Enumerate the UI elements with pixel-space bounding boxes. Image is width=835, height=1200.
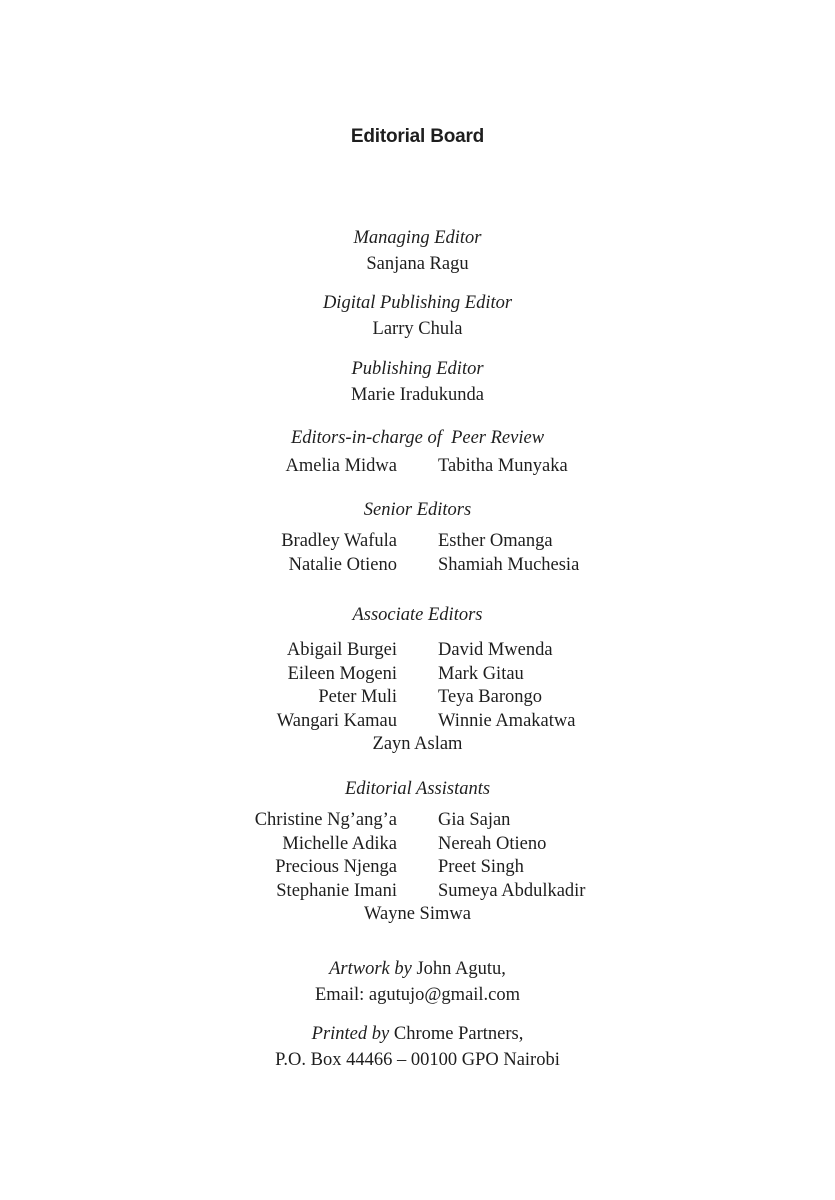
name-row	[0, 639, 835, 663]
digital-editor-block	[0, 290, 835, 342]
artwork-name: John Agutu,	[411, 959, 506, 979]
publishing-editor-block	[0, 356, 835, 408]
associate-editor-name: Abigail Burgei	[286, 640, 397, 660]
editorial-assistant-name: Sumeya Abdulkadir	[438, 880, 586, 901]
name-row	[0, 710, 835, 734]
artwork-label: Artwork by	[329, 959, 412, 979]
publishing-editor-name: Marie Iradukunda	[350, 385, 485, 405]
senior-editors-role-block	[0, 497, 835, 523]
digital-editor-role: Digital Publishing Editor	[322, 293, 513, 313]
printed-label: Printed by	[311, 1024, 390, 1044]
printer-name: Chrome Partners,	[389, 1024, 524, 1044]
name-row	[0, 530, 835, 554]
name-row	[0, 554, 835, 578]
editorial-assistant-name: Gia Sajan	[438, 810, 511, 830]
senior-editor-name: Bradley Wafula	[281, 531, 397, 551]
name-row	[0, 856, 835, 880]
peer-review-name-right: Tabitha Munyaka	[438, 456, 568, 476]
editorial-assistant-name-center: Wayne Simwa	[364, 904, 471, 924]
editorial-assistants-names	[0, 809, 835, 927]
name-row	[0, 733, 835, 757]
name-row	[0, 686, 835, 710]
managing-editor-role: Managing Editor	[353, 228, 482, 248]
associate-editor-name: Teya Barongo	[438, 687, 543, 707]
name-row	[0, 880, 835, 904]
associate-editors-names	[0, 639, 835, 757]
editorial-assistant-name: Michelle Adika	[282, 833, 397, 854]
associate-editor-name: David Mwenda	[438, 640, 553, 660]
peer-review-names	[0, 455, 835, 479]
senior-editor-name: Esther Omanga	[438, 531, 553, 551]
peer-review-role-block	[0, 425, 835, 451]
peer-review-role: Editors-in-charge of Peer Review	[290, 428, 545, 448]
associate-editor-name: Wangari Kamau	[276, 710, 397, 731]
name-row	[0, 663, 835, 687]
artwork-email: Email: agutujo@gmail.com	[314, 985, 521, 1005]
artwork-credit	[0, 956, 835, 1008]
associate-editor-name: Winnie Amakatwa	[438, 710, 576, 731]
editorial-assistants-role-block	[0, 776, 835, 802]
editorial-assistant-name: Christine Ng’ang’a	[254, 810, 397, 830]
senior-editors-role: Senior Editors	[363, 500, 472, 520]
publishing-editor-role: Publishing Editor	[351, 359, 484, 379]
page-title: Editorial Board	[350, 126, 485, 147]
associate-editors-role: Associate Editors	[352, 605, 483, 625]
editorial-assistant-name: Precious Njenga	[275, 857, 397, 877]
digital-editor-name: Larry Chula	[372, 319, 463, 339]
printed-line	[0, 1021, 835, 1047]
senior-editor-name: Shamiah Muchesia	[438, 554, 580, 575]
managing-editor-block	[0, 225, 835, 277]
artwork-line	[0, 956, 835, 982]
editorial-assistant-name: Stephanie Imani	[276, 880, 397, 901]
name-row	[0, 833, 835, 857]
associate-editor-name-center: Zayn Aslam	[372, 734, 463, 754]
peer-review-name-left: Amelia Midwa	[285, 456, 397, 476]
name-row	[0, 903, 835, 927]
associate-editor-name: Mark Gitau	[438, 663, 524, 684]
associate-editors-role-block	[0, 602, 835, 628]
printer-address: P.O. Box 44466 – 00100 GPO Nairobi	[275, 1050, 560, 1070]
managing-editor-name: Sanjana Ragu	[366, 254, 469, 274]
editorial-assistants-role: Editorial Assistants	[344, 779, 491, 799]
associate-editor-name: Eileen Mogeni	[287, 663, 397, 684]
printed-credit	[0, 1021, 835, 1073]
senior-editors-names	[0, 530, 835, 577]
editorial-assistant-name: Nereah Otieno	[438, 833, 547, 854]
associate-editor-name: Peter Muli	[318, 687, 397, 707]
name-row	[0, 455, 835, 479]
name-row	[0, 809, 835, 833]
senior-editor-name: Natalie Otieno	[288, 554, 397, 575]
editorial-assistant-name: Preet Singh	[438, 857, 524, 877]
